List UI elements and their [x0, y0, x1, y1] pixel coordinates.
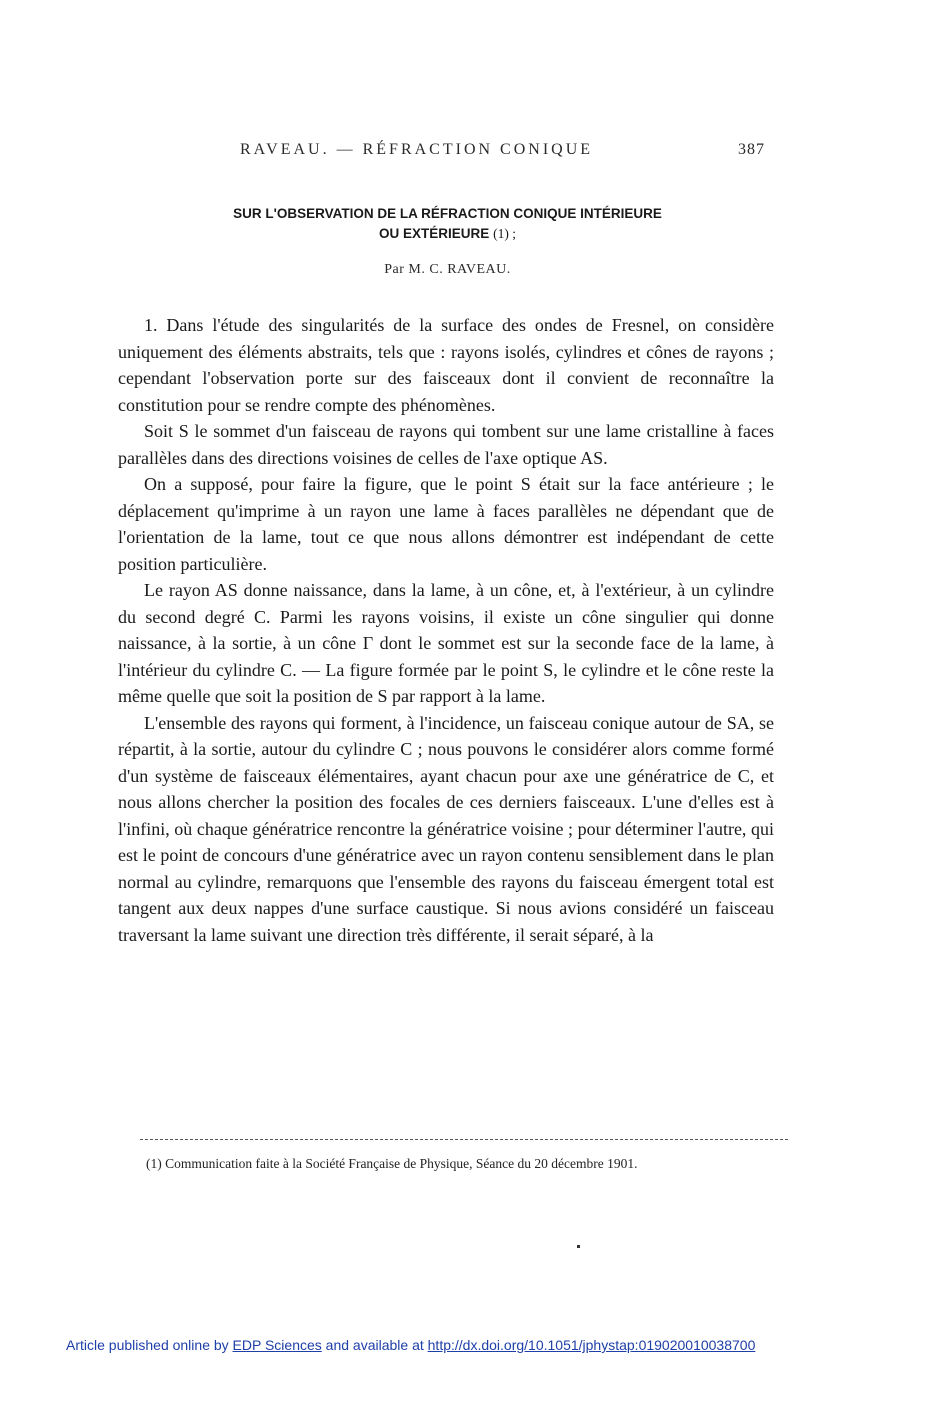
scan-speck: [577, 1245, 580, 1248]
paragraph-1: 1. Dans l'étude des singularités de la surface des ondes de Fresnel, on considère uniquement des éléments abstraits, tels que : rayons isolés, cylindres et cônes de rayons ; cependant l'observation porte sur des faisceaux dont il convient de reconnaître la constitution pour se rendre compte des phénomènes.: [118, 315, 774, 415]
publisher-middle: and available at: [325, 1337, 424, 1353]
article-title: [120, 204, 775, 244]
running-title: RAVEAU. — RÉFRACTION CONIQUE: [240, 141, 594, 158]
publisher-prefix: Article published online by: [66, 1337, 229, 1353]
article-title-line-2: [120, 224, 775, 244]
page-header: [120, 141, 775, 163]
article-title-line-1: SUR L'OBSERVATION DE LA RÉFRACTION CONIQUE INTÉRIEURE: [233, 206, 662, 221]
article-title-line-2-text: OU EXTÉRIEURE: [379, 226, 490, 241]
footnote: (1) Communication faite à la Société Française de Physique, Séance du 20 décembre 1901.: [146, 1156, 638, 1171]
paragraph-5: L'ensemble des rayons qui forment, à l'incidence, un faisceau conique autour de SA, se répartit, à la sortie, autour du cylindre C ; nous pouvons le considérer alors comme formé d'un système de faisceaux élémentaires, ayant chacun pour axe une génératrice de C, et nous allons chercher la position des focales de ces derniers faisceaux. L'une d'elles est à l'infini, où chaque génératrice rencontre la génératrice voisine ; pour déterminer l'autre, qui est le point de concours d'une génératrice avec un rayon contenu sensiblement dans le plan normal au cylindre, remarquons que l'ensemble des rayons du faisceau émergent total est tangent aux deux nappes d'une surface caustique. Si nous avions considéré un faisceau traversant la lame suivant une direction très différente, il serait séparé, à la: [118, 712, 774, 945]
paragraph-2: Soit S le sommet d'un faisceau de rayons qui tombent sur une lame cristalline à faces parallèles dans des directions voisines de celles de l'axe optique AS.: [118, 421, 774, 468]
title-footnote-marker: (1) ;: [493, 226, 516, 241]
paragraph-3: On a supposé, pour faire la figure, que le point S était sur la face antérieure ; le déplacement qu'imprime à un rayon une lame à faces parallèles ne dépendant que de l'orientation de la lame, tout ce que nous allons démontrer est indépendant de cette position particulière.: [118, 474, 774, 574]
publisher-bar: [66, 1337, 886, 1353]
publisher-link[interactable]: EDP Sciences: [232, 1337, 322, 1353]
page-number: 387: [738, 141, 765, 158]
paragraph-4: Le rayon AS donne naissance, dans la lame, à un cône, et, à l'extérieur, à un cylindre du second degré C. Parmi les rayons voisins, il existe un cône singulier qui donne naissance, à la sortie, à un cône Γ dont le sommet est sur la seconde face de la lame, à l'intérieur du cylindre C. — La figure formée par le point S, le cylindre et le cône reste la même quelle que soit la position de S par rapport à la lame.: [118, 580, 774, 706]
doi-link[interactable]: http://dx.doi.org/10.1051/jphystap:019020010038700: [427, 1337, 756, 1353]
footnote-divider: [140, 1139, 788, 1140]
author-byline: Par M. C. RAVEAU.: [384, 262, 511, 277]
article-body: [118, 312, 774, 948]
